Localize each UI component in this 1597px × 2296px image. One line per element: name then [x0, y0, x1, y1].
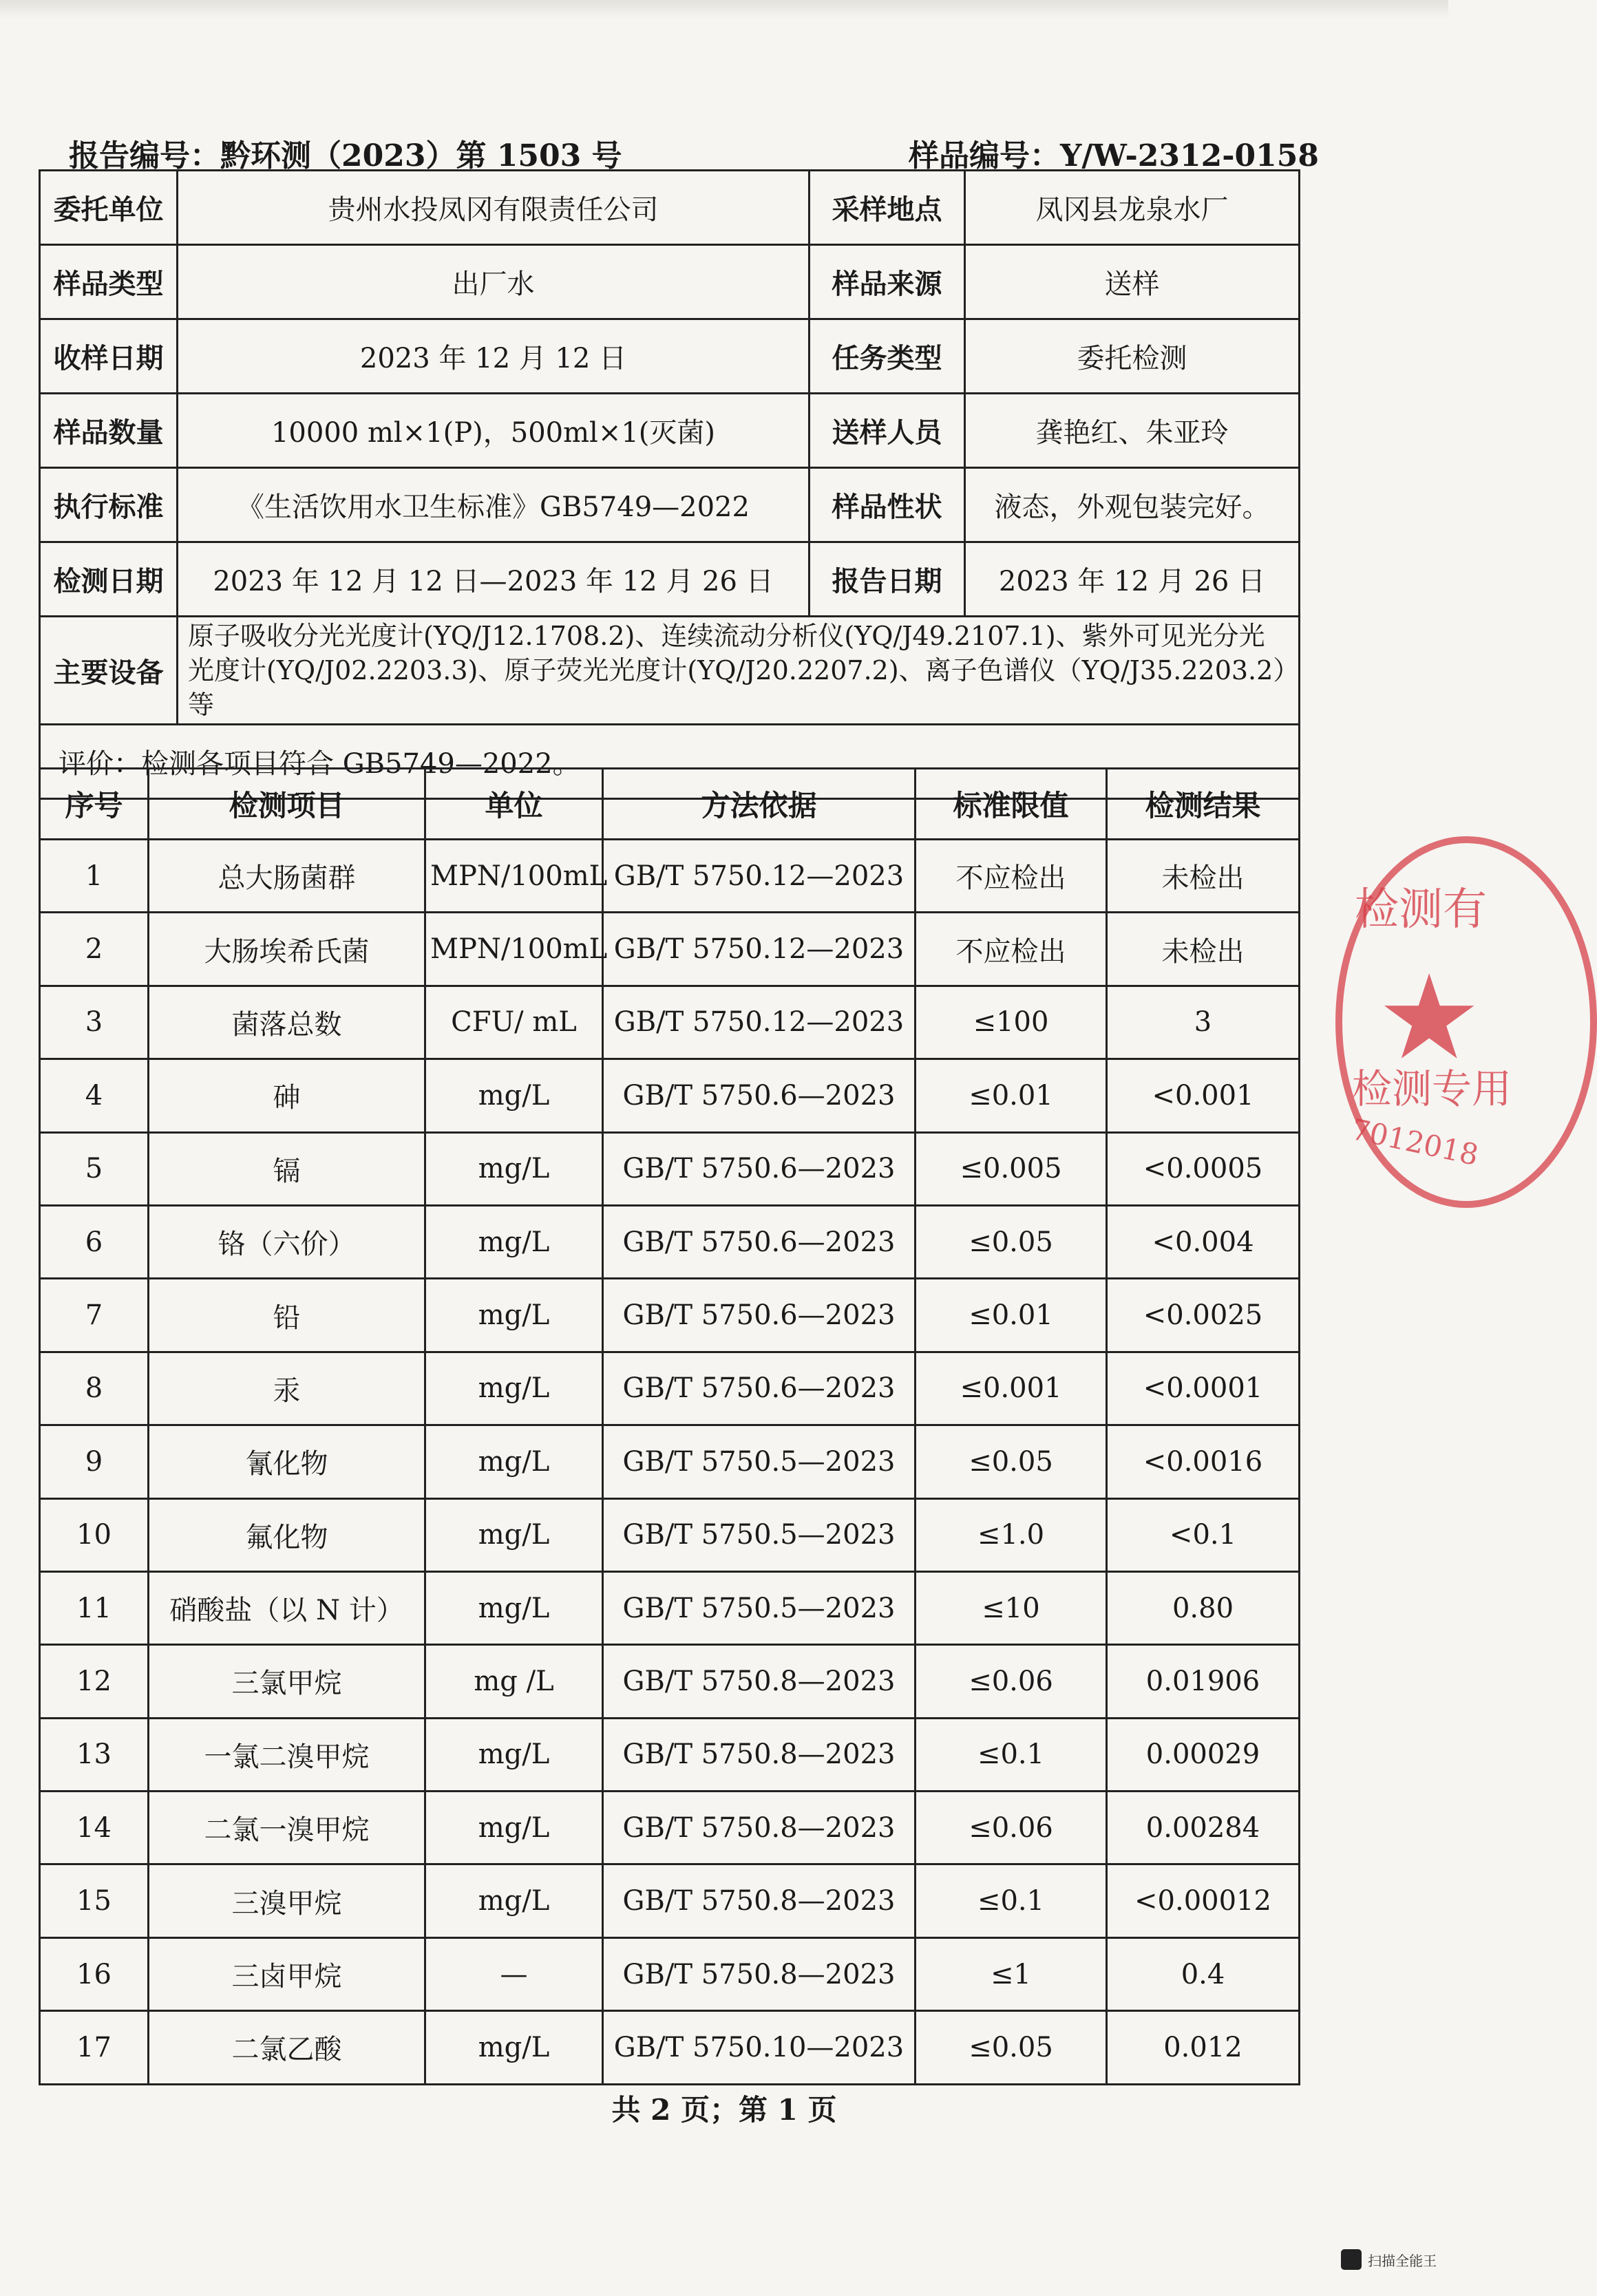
test-item-cell: 总大肠菌群	[149, 840, 425, 913]
result-cell: 0.00284	[1107, 1792, 1300, 1864]
limit-cell: ≤0.001	[916, 1352, 1107, 1425]
standard-label: 执行标准	[40, 468, 178, 542]
table-row	[40, 1059, 1300, 1132]
sender-value: 龚艳红、朱亚玲	[965, 394, 1300, 468]
row-no-cell: 11	[40, 1571, 149, 1644]
limit-cell: 不应检出	[916, 913, 1107, 986]
row-no-cell: 4	[40, 1059, 149, 1132]
result-cell: <0.004	[1107, 1205, 1300, 1278]
stamp-text-number: 7012018	[1348, 1112, 1482, 1172]
row-no-cell: 9	[40, 1425, 149, 1498]
table-row	[40, 986, 1300, 1059]
test-item-cell: 镉	[149, 1132, 425, 1205]
result-cell: 0.80	[1107, 1571, 1300, 1644]
method-cell: GB/T 5750.10—2023	[603, 2011, 916, 2084]
test-item-cell: 砷	[149, 1059, 425, 1132]
row-no-cell: 16	[40, 1937, 149, 2010]
table-row	[40, 1792, 1300, 1864]
info-row-test-date	[40, 542, 1300, 617]
method-cell: GB/T 5750.12—2023	[603, 986, 916, 1059]
info-row-equipment	[40, 617, 1300, 725]
result-cell: 0.00029	[1107, 1718, 1300, 1791]
unit-cell: mg/L	[425, 1498, 603, 1571]
unit-cell: —	[425, 1937, 603, 2010]
sample-info-table	[39, 169, 1300, 800]
result-cell: <0.00012	[1107, 1864, 1300, 1937]
col-header-method: 方法依据	[603, 769, 916, 840]
scanner-app-watermark	[1341, 2249, 1444, 2288]
limit-cell: ≤0.01	[916, 1279, 1107, 1352]
col-header-item: 检测项目	[149, 769, 425, 840]
character-label: 样品性状	[810, 468, 965, 542]
table-row	[40, 1571, 1300, 1644]
stamp-text-top: 检测有	[1355, 884, 1487, 935]
test-date-value: 2023 年 12 月 12 日—2023 年 12 月 26 日	[178, 542, 810, 617]
unit-cell: mg/L	[425, 1352, 603, 1425]
result-cell: <0.001	[1107, 1059, 1300, 1132]
col-header-unit: 单位	[425, 769, 603, 840]
result-cell: 0.01906	[1107, 1645, 1300, 1718]
method-cell: GB/T 5750.12—2023	[603, 840, 916, 913]
limit-cell: ≤100	[916, 986, 1107, 1059]
row-no-cell: 12	[40, 1645, 149, 1718]
task-type-value: 委托检测	[965, 319, 1300, 394]
test-item-cell: 三氯甲烷	[149, 1645, 425, 1718]
info-row-client	[40, 171, 1300, 245]
unit-cell: MPN/100mL	[425, 913, 603, 986]
test-item-cell: 氰化物	[149, 1425, 425, 1498]
unit-cell: mg /L	[425, 1645, 603, 1718]
table-row	[40, 1864, 1300, 1937]
source-value: 送样	[965, 245, 1300, 319]
info-row-type	[40, 245, 1300, 319]
report-number: 报告编号：黔环测（2023）第 1503 号	[69, 138, 622, 173]
limit-cell: ≤10	[916, 1571, 1107, 1644]
table-row	[40, 840, 1300, 913]
result-cell: <0.0016	[1107, 1425, 1300, 1498]
task-type-label: 任务类型	[810, 319, 965, 394]
limit-cell: ≤0.1	[916, 1864, 1107, 1937]
row-no-cell: 8	[40, 1352, 149, 1425]
unit-cell: CFU/ mL	[425, 986, 603, 1059]
client-label: 委托单位	[40, 171, 178, 245]
row-no-cell: 3	[40, 986, 149, 1059]
method-cell: GB/T 5750.6—2023	[603, 1279, 916, 1352]
table-row	[40, 913, 1300, 986]
row-no-cell: 5	[40, 1132, 149, 1205]
method-cell: GB/T 5750.8—2023	[603, 1864, 916, 1937]
test-item-cell: 汞	[149, 1352, 425, 1425]
method-cell: GB/T 5750.12—2023	[603, 913, 916, 986]
row-no-cell: 7	[40, 1279, 149, 1352]
result-cell: <0.0001	[1107, 1352, 1300, 1425]
sender-label: 送样人员	[810, 394, 965, 468]
method-cell: GB/T 5750.6—2023	[603, 1132, 916, 1205]
method-cell: GB/T 5750.8—2023	[603, 1792, 916, 1864]
table-row	[40, 1132, 1300, 1205]
site-value: 凤冈县龙泉水厂	[965, 171, 1300, 245]
col-header-limit: 标准限值	[916, 769, 1107, 840]
quantity-label: 样品数量	[40, 394, 178, 468]
receive-date-value: 2023 年 12 月 12 日	[178, 319, 810, 394]
result-cell: <0.0025	[1107, 1279, 1300, 1352]
result-cell: <0.1	[1107, 1498, 1300, 1571]
info-row-quantity	[40, 394, 1300, 468]
test-item-cell: 二氯一溴甲烷	[149, 1792, 425, 1864]
result-cell: 0.012	[1107, 2011, 1300, 2084]
result-cell: 未检出	[1107, 840, 1300, 913]
receive-date-label: 收样日期	[40, 319, 178, 394]
row-no-cell: 2	[40, 913, 149, 986]
table-row	[40, 1425, 1300, 1498]
character-value: 液态，外观包装完好。	[965, 468, 1300, 542]
info-row-standard	[40, 468, 1300, 542]
row-no-cell: 1	[40, 840, 149, 913]
unit-cell: mg/L	[425, 1792, 603, 1864]
test-item-cell: 氟化物	[149, 1498, 425, 1571]
table-row	[40, 2011, 1300, 2084]
standard-value: 《生活饮用水卫生标准》GB5749—2022	[178, 468, 810, 542]
type-label: 样品类型	[40, 245, 178, 319]
stamp-text-middle: 检测专用	[1352, 1065, 1512, 1112]
row-no-cell: 17	[40, 2011, 149, 2084]
col-header-result: 检测结果	[1107, 769, 1300, 840]
unit-cell: mg/L	[425, 1059, 603, 1132]
test-item-cell: 硝酸盐（以 N 计）	[149, 1571, 425, 1644]
method-cell: GB/T 5750.6—2023	[603, 1205, 916, 1278]
page-counter: 共 2 页；第 1 页	[611, 2093, 837, 2127]
type-value: 出厂水	[178, 245, 810, 319]
test-item-cell: 三卤甲烷	[149, 1937, 425, 2010]
report-date-value: 2023 年 12 月 26 日	[965, 542, 1300, 617]
site-label: 采样地点	[810, 171, 965, 245]
results-table	[39, 767, 1300, 2085]
test-item-cell: 二氯乙酸	[149, 2011, 425, 2084]
unit-cell: mg/L	[425, 2011, 603, 2084]
scanner-app-name: 扫描全能王	[1368, 2253, 1437, 2269]
limit-cell: ≤1.0	[916, 1498, 1107, 1571]
method-cell: GB/T 5750.6—2023	[603, 1059, 916, 1132]
table-row	[40, 1645, 1300, 1718]
info-row-receive	[40, 319, 1300, 394]
col-header-no: 序号	[40, 769, 149, 840]
limit-cell: ≤0.06	[916, 1645, 1107, 1718]
equipment-value: 原子吸收分光光度计(YQ/J12.1708.2)、连续流动分析仪(YQ/J49.2107.1)、紫外可见光分光光度计(YQ/J02.2203.3)、原子荧光光度计(YQ/J20.2207.2)、离子色谱仪（YQ/J35.2203.2）等	[178, 617, 1300, 725]
test-item-cell: 菌落总数	[149, 986, 425, 1059]
limit-cell: ≤0.1	[916, 1718, 1107, 1791]
method-cell: GB/T 5750.5—2023	[603, 1571, 916, 1644]
table-row	[40, 1279, 1300, 1352]
unit-cell: mg/L	[425, 1279, 603, 1352]
limit-cell: 不应检出	[916, 840, 1107, 913]
test-item-cell: 三溴甲烷	[149, 1864, 425, 1937]
quantity-value: 10000 ml×1(P)，500ml×1(灭菌)	[178, 394, 810, 468]
method-cell: GB/T 5750.8—2023	[603, 1718, 916, 1791]
row-no-cell: 10	[40, 1498, 149, 1571]
table-row	[40, 1205, 1300, 1278]
equipment-label: 主要设备	[40, 617, 178, 725]
client-value: 贵州水投凤冈有限责任公司	[178, 171, 810, 245]
report-date-label: 报告日期	[810, 542, 965, 617]
unit-cell: mg/L	[425, 1864, 603, 1937]
test-item-cell: 铅	[149, 1279, 425, 1352]
limit-cell: ≤0.05	[916, 1425, 1107, 1498]
result-cell: 未检出	[1107, 913, 1300, 986]
result-cell: <0.0005	[1107, 1132, 1300, 1205]
unit-cell: mg/L	[425, 1205, 603, 1278]
source-label: 样品来源	[810, 245, 965, 319]
star-icon: ★	[1377, 950, 1482, 1086]
result-cell: 0.4	[1107, 1937, 1300, 2010]
evaluation-text: 评价：检测各项目符合 GB5749—2022。	[40, 725, 1300, 799]
test-item-cell: 大肠埃希氏菌	[149, 913, 425, 986]
row-no-cell: 6	[40, 1205, 149, 1278]
result-cell: 3	[1107, 986, 1300, 1059]
table-row	[40, 1718, 1300, 1791]
unit-cell: MPN/100mL	[425, 840, 603, 913]
test-item-cell: 一氯二溴甲烷	[149, 1718, 425, 1791]
row-no-cell: 14	[40, 1792, 149, 1864]
limit-cell: ≤0.01	[916, 1059, 1107, 1132]
limit-cell: ≤0.06	[916, 1792, 1107, 1864]
table-row	[40, 1937, 1300, 2010]
unit-cell: mg/L	[425, 1571, 603, 1644]
table-row	[40, 1352, 1300, 1425]
scanner-app-icon	[1341, 2249, 1362, 2270]
limit-cell: ≤0.05	[916, 1205, 1107, 1278]
unit-cell: mg/L	[425, 1718, 603, 1791]
row-no-cell: 13	[40, 1718, 149, 1791]
scan-edge	[0, 0, 1448, 19]
row-no-cell: 15	[40, 1864, 149, 1937]
results-header-row	[40, 769, 1300, 840]
method-cell: GB/T 5750.8—2023	[603, 1645, 916, 1718]
table-row	[40, 1498, 1300, 1571]
limit-cell: ≤0.005	[916, 1132, 1107, 1205]
test-item-cell: 铬（六价）	[149, 1205, 425, 1278]
test-date-label: 检测日期	[40, 542, 178, 617]
method-cell: GB/T 5750.5—2023	[603, 1498, 916, 1571]
method-cell: GB/T 5750.5—2023	[603, 1425, 916, 1498]
limit-cell: ≤0.05	[916, 2011, 1107, 2084]
sample-number: 样品编号：Y/W-2312-0158	[909, 138, 1319, 173]
unit-cell: mg/L	[425, 1132, 603, 1205]
method-cell: GB/T 5750.6—2023	[603, 1352, 916, 1425]
method-cell: GB/T 5750.8—2023	[603, 1937, 916, 2010]
unit-cell: mg/L	[425, 1425, 603, 1498]
limit-cell: ≤1	[916, 1937, 1107, 2010]
